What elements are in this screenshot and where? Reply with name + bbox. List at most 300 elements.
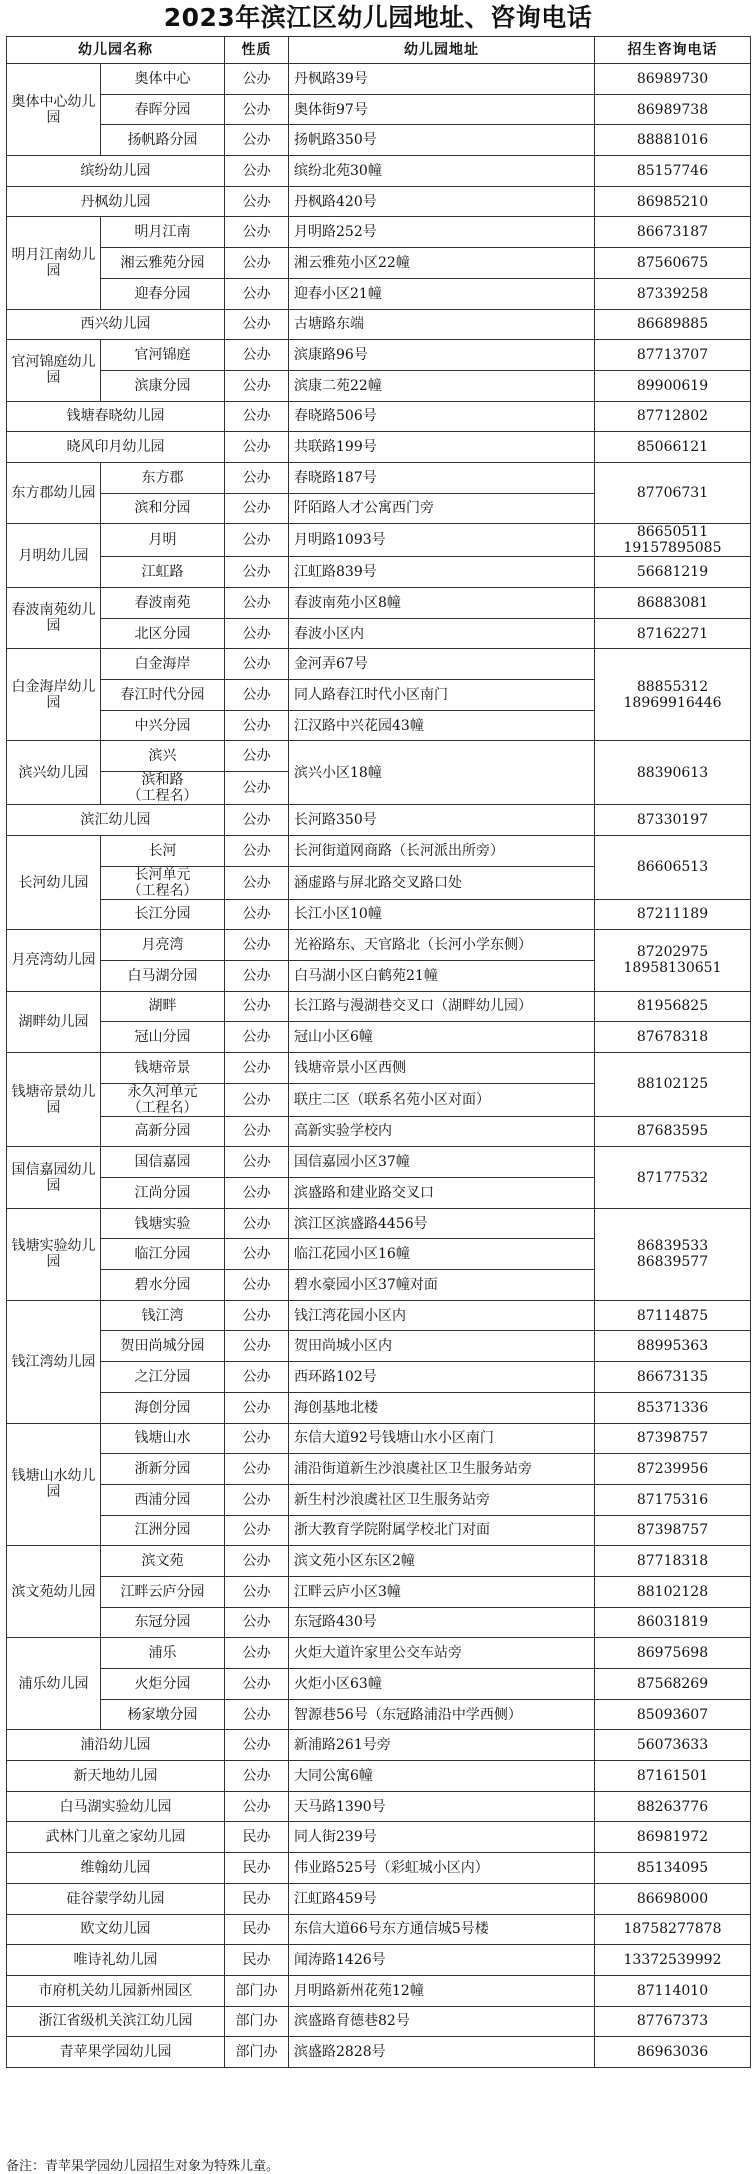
phone-cell: 88881016 bbox=[595, 125, 751, 156]
table-cell: 唯诗礼幼儿园 bbox=[7, 1945, 225, 1976]
table-cell: 公办 bbox=[225, 805, 289, 836]
table-cell: 湖畔 bbox=[101, 991, 225, 1022]
phone-cell: 56073633 bbox=[595, 1730, 751, 1761]
table-cell: 公办 bbox=[225, 1270, 289, 1301]
table-row bbox=[7, 186, 751, 217]
phone-cell: 88263776 bbox=[595, 1791, 751, 1822]
table-cell: 公办 bbox=[225, 1730, 289, 1761]
table-cell: 公办 bbox=[225, 1362, 289, 1393]
table-cell: 公办 bbox=[225, 772, 289, 805]
phone-cell: 86673135 bbox=[595, 1362, 751, 1393]
address-cell: 同人街239号 bbox=[289, 1822, 595, 1853]
address-cell: 智源巷56号（东冠路浦沿中学西侧） bbox=[289, 1699, 595, 1730]
table-row bbox=[7, 524, 751, 557]
table-row bbox=[7, 1761, 751, 1792]
table-cell: 公办 bbox=[225, 248, 289, 279]
table-row bbox=[7, 1975, 751, 2006]
table-cell: 东方郡 bbox=[101, 462, 225, 493]
table-cell: 公办 bbox=[225, 899, 289, 930]
address-cell: 滨盛路2828号 bbox=[289, 2037, 595, 2068]
phone-cell: 87211189 bbox=[595, 899, 751, 930]
phone-cell: 86650511 19157895085 bbox=[595, 524, 751, 557]
table-cell: 海创分园 bbox=[101, 1392, 225, 1423]
address-cell: 白马湖小区白鹤苑21幢 bbox=[289, 960, 595, 991]
table-cell: 白马湖实验幼儿园 bbox=[7, 1791, 225, 1822]
table-row bbox=[7, 1300, 751, 1331]
phone-cell: 18758277878 bbox=[595, 1914, 751, 1945]
table-row bbox=[7, 1362, 751, 1393]
address-cell: 长江小区10幢 bbox=[289, 899, 595, 930]
address-cell: 长河街道网商路（长河派出所旁） bbox=[289, 835, 595, 866]
address-cell: 滨康路96号 bbox=[289, 340, 595, 371]
address-cell: 滨盛路育德巷82号 bbox=[289, 2006, 595, 2037]
table-cell: 碧水分园 bbox=[101, 1270, 225, 1301]
table-cell: 公办 bbox=[225, 1300, 289, 1331]
table-row bbox=[7, 2006, 751, 2037]
table-cell: 公办 bbox=[225, 1331, 289, 1362]
table-cell: 月亮湾 bbox=[101, 930, 225, 961]
table-cell: 钱江湾 bbox=[101, 1300, 225, 1331]
phone-cell: 87330197 bbox=[595, 805, 751, 836]
table-cell: 公办 bbox=[225, 432, 289, 463]
table-cell: 公办 bbox=[225, 64, 289, 95]
table-cell: 公办 bbox=[225, 1699, 289, 1730]
kindergarten-group-cell: 白金海岸幼儿园 bbox=[7, 649, 101, 741]
table-row bbox=[7, 1392, 751, 1423]
phone-cell: 86963036 bbox=[595, 2037, 751, 2068]
table-cell: 浙江省级机关滨江幼儿园 bbox=[7, 2006, 225, 2037]
table-cell: 公办 bbox=[225, 1178, 289, 1209]
phone-cell: 87713707 bbox=[595, 340, 751, 371]
address-cell: 春波南苑小区8幢 bbox=[289, 588, 595, 619]
address-cell: 阡陌路人才公寓西门旁 bbox=[289, 493, 595, 524]
phone-cell: 85066121 bbox=[595, 432, 751, 463]
table-cell: 公办 bbox=[225, 186, 289, 217]
address-cell: 长河路350号 bbox=[289, 805, 595, 836]
kindergarten-group-cell: 明月江南幼儿园 bbox=[7, 217, 101, 309]
kindergarten-group-cell: 滨兴幼儿园 bbox=[7, 741, 101, 805]
table-row bbox=[7, 1576, 751, 1607]
address-cell: 钱塘帝景小区西侧 bbox=[289, 1052, 595, 1083]
table-row bbox=[7, 899, 751, 930]
table-row bbox=[7, 1147, 751, 1178]
table-cell: 钱塘实验 bbox=[101, 1208, 225, 1239]
table-cell: 滨汇幼儿园 bbox=[7, 805, 225, 836]
address-cell: 迎春小区21幢 bbox=[289, 278, 595, 309]
address-cell: 丹枫路39号 bbox=[289, 64, 595, 95]
table-cell: 缤纷幼儿园 bbox=[7, 156, 225, 187]
table-row bbox=[7, 462, 751, 493]
address-cell: 长江路与漫湖巷交叉口（湖畔幼儿园） bbox=[289, 991, 595, 1022]
table-row bbox=[7, 741, 751, 772]
table-row bbox=[7, 835, 751, 866]
table-cell: 硅谷蒙学幼儿园 bbox=[7, 1883, 225, 1914]
table-cell: 公办 bbox=[225, 156, 289, 187]
table-cell: 新天地幼儿园 bbox=[7, 1761, 225, 1792]
table-cell: 公办 bbox=[225, 1638, 289, 1669]
table-cell: 钱塘帝景 bbox=[101, 1052, 225, 1083]
address-cell: 新浦路261号旁 bbox=[289, 1730, 595, 1761]
table-cell: 公办 bbox=[225, 1022, 289, 1053]
address-cell: 滨江区滨盛路4456号 bbox=[289, 1208, 595, 1239]
table-row bbox=[7, 125, 751, 156]
kindergarten-group-cell: 滨文苑幼儿园 bbox=[7, 1546, 101, 1638]
table-cell: 公办 bbox=[225, 217, 289, 248]
phone-cell: 88855312 18969916446 bbox=[595, 649, 751, 741]
header-kindergarten-name: 幼儿园名称 bbox=[7, 37, 225, 64]
table-row bbox=[7, 1945, 751, 1976]
phone-cell: 85093607 bbox=[595, 1699, 751, 1730]
address-cell: 江畔云庐小区3幢 bbox=[289, 1576, 595, 1607]
address-cell: 浦沿街道新生沙浪虞社区卫生服务站旁 bbox=[289, 1454, 595, 1485]
table-row bbox=[7, 1669, 751, 1700]
table-row bbox=[7, 991, 751, 1022]
table-cell: 月明 bbox=[101, 524, 225, 557]
table-row bbox=[7, 1454, 751, 1485]
table-cell: 官河锦庭 bbox=[101, 340, 225, 371]
header-phone: 招生咨询电话 bbox=[595, 37, 751, 64]
table-cell: 火炬分园 bbox=[101, 1669, 225, 1700]
table-row bbox=[7, 156, 751, 187]
table-cell: 杨家墩分园 bbox=[101, 1699, 225, 1730]
kindergarten-group-cell: 月明幼儿园 bbox=[7, 524, 101, 588]
table-cell: 公办 bbox=[225, 401, 289, 432]
table-cell: 之江分园 bbox=[101, 1362, 225, 1393]
table-row bbox=[7, 1822, 751, 1853]
address-cell: 滨文苑小区东区2幢 bbox=[289, 1546, 595, 1577]
kindergarten-group-cell: 钱塘帝景幼儿园 bbox=[7, 1052, 101, 1146]
table-cell: 公办 bbox=[225, 1116, 289, 1147]
table-cell: 奥体中心 bbox=[101, 64, 225, 95]
kindergarten-group-cell: 钱塘山水幼儿园 bbox=[7, 1423, 101, 1546]
phone-cell: 56681219 bbox=[595, 557, 751, 588]
table-row bbox=[7, 1484, 751, 1515]
table-cell: 滨和分园 bbox=[101, 493, 225, 524]
address-cell: 贺田尚城小区内 bbox=[289, 1331, 595, 1362]
address-cell: 大同公寓6幢 bbox=[289, 1761, 595, 1792]
table-cell: 公办 bbox=[225, 1576, 289, 1607]
table-cell: 公办 bbox=[225, 710, 289, 741]
phone-cell: 87114875 bbox=[595, 1300, 751, 1331]
address-cell: 月明路新州花苑12幢 bbox=[289, 1975, 595, 2006]
address-cell: 丹枫路420号 bbox=[289, 186, 595, 217]
table-row bbox=[7, 2037, 751, 2068]
table-cell: 公办 bbox=[225, 493, 289, 524]
address-cell: 滨康二苑22幢 bbox=[289, 370, 595, 401]
table-cell: 公办 bbox=[225, 1147, 289, 1178]
address-cell: 江虹路459号 bbox=[289, 1883, 595, 1914]
phone-cell: 87114010 bbox=[595, 1975, 751, 2006]
phone-cell: 87162271 bbox=[595, 618, 751, 649]
table-cell: 滨康分园 bbox=[101, 370, 225, 401]
address-cell: 月明路1093号 bbox=[289, 524, 595, 557]
phone-cell: 86989738 bbox=[595, 94, 751, 125]
table-cell: 冠山分园 bbox=[101, 1022, 225, 1053]
table-cell: 长江分园 bbox=[101, 899, 225, 930]
phone-cell: 87339258 bbox=[595, 278, 751, 309]
table-cell: 民办 bbox=[225, 1822, 289, 1853]
table-cell: 公办 bbox=[225, 866, 289, 899]
table-cell: 公办 bbox=[225, 1515, 289, 1546]
address-cell: 古塘路东端 bbox=[289, 309, 595, 340]
table-header-row bbox=[7, 37, 751, 64]
table-cell: 扬帆路分园 bbox=[101, 125, 225, 156]
table-cell: 高新分园 bbox=[101, 1116, 225, 1147]
address-cell: 春晓路506号 bbox=[289, 401, 595, 432]
table-row bbox=[7, 649, 751, 680]
table-cell: 公办 bbox=[225, 94, 289, 125]
address-cell: 光裕路东、天官路北（长河小学东侧） bbox=[289, 930, 595, 961]
table-cell: 民办 bbox=[225, 1853, 289, 1884]
table-cell: 民办 bbox=[225, 1883, 289, 1914]
table-cell: 白马湖分园 bbox=[101, 960, 225, 991]
phone-cell: 87239956 bbox=[595, 1454, 751, 1485]
address-cell: 钱江湾花园小区内 bbox=[289, 1300, 595, 1331]
kindergarten-group-cell: 钱塘实验幼儿园 bbox=[7, 1208, 101, 1300]
table-cell: 青苹果学园幼儿园 bbox=[7, 2037, 225, 2068]
table-row bbox=[7, 1914, 751, 1945]
table-row bbox=[7, 1791, 751, 1822]
phone-cell: 89900619 bbox=[595, 370, 751, 401]
table-row bbox=[7, 309, 751, 340]
table-row bbox=[7, 370, 751, 401]
phone-cell: 88995363 bbox=[595, 1331, 751, 1362]
address-cell: 浙大教育学院附属学校北门对面 bbox=[289, 1515, 595, 1546]
table-row bbox=[7, 1331, 751, 1362]
phone-cell: 86673187 bbox=[595, 217, 751, 248]
address-cell: 临江花园小区16幢 bbox=[289, 1239, 595, 1270]
table-cell: 公办 bbox=[225, 370, 289, 401]
table-row bbox=[7, 1730, 751, 1761]
table-cell: 滨和路 （工程名） bbox=[101, 772, 225, 805]
table-cell: 部门办 bbox=[225, 2006, 289, 2037]
table-cell: 西兴幼儿园 bbox=[7, 309, 225, 340]
address-cell: 高新实验学校内 bbox=[289, 1116, 595, 1147]
table-row bbox=[7, 1546, 751, 1577]
phone-cell: 87568269 bbox=[595, 1669, 751, 1700]
table-row bbox=[7, 588, 751, 619]
table-row bbox=[7, 618, 751, 649]
address-cell: 湘云雅苑小区22幢 bbox=[289, 248, 595, 279]
phone-cell: 87398757 bbox=[595, 1515, 751, 1546]
table-row bbox=[7, 401, 751, 432]
header-nature: 性质 bbox=[225, 37, 289, 64]
table-row bbox=[7, 1853, 751, 1884]
phone-cell: 88102125 bbox=[595, 1052, 751, 1116]
address-cell: 奥体街97号 bbox=[289, 94, 595, 125]
table-cell: 公办 bbox=[225, 1454, 289, 1485]
table-cell: 市府机关幼儿园新州园区 bbox=[7, 1975, 225, 2006]
table-cell: 公办 bbox=[225, 960, 289, 991]
table-cell: 公办 bbox=[225, 1423, 289, 1454]
address-cell: 新生村沙浪虞社区卫生服务站旁 bbox=[289, 1484, 595, 1515]
table-cell: 公办 bbox=[225, 1083, 289, 1116]
address-cell: 西环路102号 bbox=[289, 1362, 595, 1393]
phone-cell: 86883081 bbox=[595, 588, 751, 619]
table-cell: 春波南苑 bbox=[101, 588, 225, 619]
kindergarten-group-cell: 湖畔幼儿园 bbox=[7, 991, 101, 1052]
table-cell: 江虹路 bbox=[101, 557, 225, 588]
table-cell: 贺田尚城分园 bbox=[101, 1331, 225, 1362]
table-cell: 公办 bbox=[225, 1761, 289, 1792]
phone-cell: 86975698 bbox=[595, 1638, 751, 1669]
table-cell: 永久河单元 （工程名） bbox=[101, 1083, 225, 1116]
phone-cell: 13372539992 bbox=[595, 1945, 751, 1976]
table-cell: 浦乐 bbox=[101, 1638, 225, 1669]
table-cell: 北区分园 bbox=[101, 618, 225, 649]
table-cell: 浙新分园 bbox=[101, 1454, 225, 1485]
table-cell: 民办 bbox=[225, 1945, 289, 1976]
table-cell: 钱塘山水 bbox=[101, 1423, 225, 1454]
table-cell: 明月江南 bbox=[101, 217, 225, 248]
table-cell: 欧文幼儿园 bbox=[7, 1914, 225, 1945]
table-cell: 江洲分园 bbox=[101, 1515, 225, 1546]
address-cell: 伟业路525号（彩虹城小区内） bbox=[289, 1853, 595, 1884]
phone-cell: 86606513 bbox=[595, 835, 751, 899]
phone-cell: 87678318 bbox=[595, 1022, 751, 1053]
address-cell: 扬帆路350号 bbox=[289, 125, 595, 156]
table-cell: 东冠分园 bbox=[101, 1607, 225, 1638]
kindergarten-group-cell: 官河锦庭幼儿园 bbox=[7, 340, 101, 401]
table-row bbox=[7, 1116, 751, 1147]
table-cell: 长河 bbox=[101, 835, 225, 866]
table-cell: 公办 bbox=[225, 340, 289, 371]
table-cell: 民办 bbox=[225, 1914, 289, 1945]
table-cell: 湘云雅苑分园 bbox=[101, 248, 225, 279]
address-cell: 共联路199号 bbox=[289, 432, 595, 463]
phone-cell: 85134095 bbox=[595, 1853, 751, 1884]
phone-cell: 87177532 bbox=[595, 1147, 751, 1208]
address-cell: 火炬大道许家里公交车站旁 bbox=[289, 1638, 595, 1669]
phone-cell: 87175316 bbox=[595, 1484, 751, 1515]
table-body bbox=[7, 64, 751, 2068]
table-row bbox=[7, 1607, 751, 1638]
phone-cell: 87767373 bbox=[595, 2006, 751, 2037]
table-cell: 公办 bbox=[225, 991, 289, 1022]
table-cell: 临江分园 bbox=[101, 1239, 225, 1270]
phone-cell: 86981972 bbox=[595, 1822, 751, 1853]
address-cell: 春晓路187号 bbox=[289, 462, 595, 493]
address-cell: 滨盛路和建业路交叉口 bbox=[289, 1178, 595, 1209]
table-cell: 部门办 bbox=[225, 2037, 289, 2068]
address-cell: 碧水豪园小区37幢对面 bbox=[289, 1270, 595, 1301]
table-row bbox=[7, 930, 751, 961]
table-row bbox=[7, 1208, 751, 1239]
table-row bbox=[7, 805, 751, 836]
address-cell: 天马路1390号 bbox=[289, 1791, 595, 1822]
address-cell: 东冠路430号 bbox=[289, 1607, 595, 1638]
phone-cell: 87712802 bbox=[595, 401, 751, 432]
address-cell: 海创基地北楼 bbox=[289, 1392, 595, 1423]
table-row bbox=[7, 1883, 751, 1914]
table-cell: 公办 bbox=[225, 741, 289, 772]
address-cell: 东信大道66号东方通信城5号楼 bbox=[289, 1914, 595, 1945]
table-row bbox=[7, 217, 751, 248]
phone-cell: 86985210 bbox=[595, 186, 751, 217]
table-cell: 公办 bbox=[225, 1392, 289, 1423]
table-cell: 晓风印月幼儿园 bbox=[7, 432, 225, 463]
phone-cell: 86031819 bbox=[595, 1607, 751, 1638]
table-cell: 公办 bbox=[225, 680, 289, 711]
address-cell: 联庄二区（联系名苑小区对面） bbox=[289, 1083, 595, 1116]
table-cell: 部门办 bbox=[225, 1975, 289, 2006]
table-row bbox=[7, 1052, 751, 1083]
table-row bbox=[7, 432, 751, 463]
table-cell: 公办 bbox=[225, 1208, 289, 1239]
phone-cell: 87202975 18958130651 bbox=[595, 930, 751, 991]
table-cell: 公办 bbox=[225, 309, 289, 340]
table-cell: 公办 bbox=[225, 930, 289, 961]
table-cell: 西浦分园 bbox=[101, 1484, 225, 1515]
phone-cell: 86698000 bbox=[595, 1883, 751, 1914]
table-cell: 江尚分园 bbox=[101, 1178, 225, 1209]
address-cell: 同人路春江时代小区南门 bbox=[289, 680, 595, 711]
table-cell: 公办 bbox=[225, 278, 289, 309]
phone-cell: 87161501 bbox=[595, 1761, 751, 1792]
phone-cell: 81956825 bbox=[595, 991, 751, 1022]
table-cell: 滨兴 bbox=[101, 741, 225, 772]
address-cell: 国信嘉园小区37幢 bbox=[289, 1147, 595, 1178]
table-cell: 公办 bbox=[225, 462, 289, 493]
address-cell: 火炬小区63幢 bbox=[289, 1669, 595, 1700]
phone-cell: 87560675 bbox=[595, 248, 751, 279]
table-row bbox=[7, 278, 751, 309]
table-cell: 公办 bbox=[225, 125, 289, 156]
table-cell: 公办 bbox=[225, 1669, 289, 1700]
table-cell: 公办 bbox=[225, 1239, 289, 1270]
table-cell: 江畔云庐分园 bbox=[101, 1576, 225, 1607]
table-cell: 公办 bbox=[225, 1484, 289, 1515]
table-cell: 中兴分园 bbox=[101, 710, 225, 741]
address-cell: 冠山小区6幢 bbox=[289, 1022, 595, 1053]
kindergarten-group-cell: 奥体中心幼儿园 bbox=[7, 64, 101, 156]
kindergarten-group-cell: 长河幼儿园 bbox=[7, 835, 101, 929]
footnote: 备注：青苹果学园幼儿园招生对象为特殊儿童。 bbox=[6, 2159, 280, 2174]
table-cell: 白金海岸 bbox=[101, 649, 225, 680]
table-cell: 武林门儿童之家幼儿园 bbox=[7, 1822, 225, 1853]
kindergarten-group-cell: 东方郡幼儿园 bbox=[7, 462, 101, 523]
kindergarten-group-cell: 春波南苑幼儿园 bbox=[7, 588, 101, 649]
header-address: 幼儿园地址 bbox=[289, 37, 595, 64]
kindergarten-group-cell: 钱江湾幼儿园 bbox=[7, 1300, 101, 1423]
table-cell: 钱塘春晓幼儿园 bbox=[7, 401, 225, 432]
table-cell: 公办 bbox=[225, 557, 289, 588]
address-cell: 金河弄67号 bbox=[289, 649, 595, 680]
phone-cell: 88390613 bbox=[595, 741, 751, 805]
phone-cell: 86989730 bbox=[595, 64, 751, 95]
address-cell: 缤纷北苑30幢 bbox=[289, 156, 595, 187]
table-cell: 丹枫幼儿园 bbox=[7, 186, 225, 217]
table-cell: 国信嘉园 bbox=[101, 1147, 225, 1178]
address-cell: 江虹路839号 bbox=[289, 557, 595, 588]
table-row bbox=[7, 1423, 751, 1454]
table-cell: 长河单元 （工程名） bbox=[101, 866, 225, 899]
address-cell: 滨兴小区18幢 bbox=[289, 741, 595, 805]
table-cell: 公办 bbox=[225, 524, 289, 557]
address-cell: 闻涛路1426号 bbox=[289, 1945, 595, 1976]
table-cell: 公办 bbox=[225, 1791, 289, 1822]
table-row bbox=[7, 1022, 751, 1053]
table-cell: 浦沿幼儿园 bbox=[7, 1730, 225, 1761]
phone-cell: 87706731 bbox=[595, 462, 751, 523]
phone-cell: 87398757 bbox=[595, 1423, 751, 1454]
kindergarten-table bbox=[6, 36, 751, 2068]
table-cell: 公办 bbox=[225, 1607, 289, 1638]
table-cell: 公办 bbox=[225, 588, 289, 619]
table-cell: 滨文苑 bbox=[101, 1546, 225, 1577]
phone-cell: 87683595 bbox=[595, 1116, 751, 1147]
table-cell: 公办 bbox=[225, 1546, 289, 1577]
